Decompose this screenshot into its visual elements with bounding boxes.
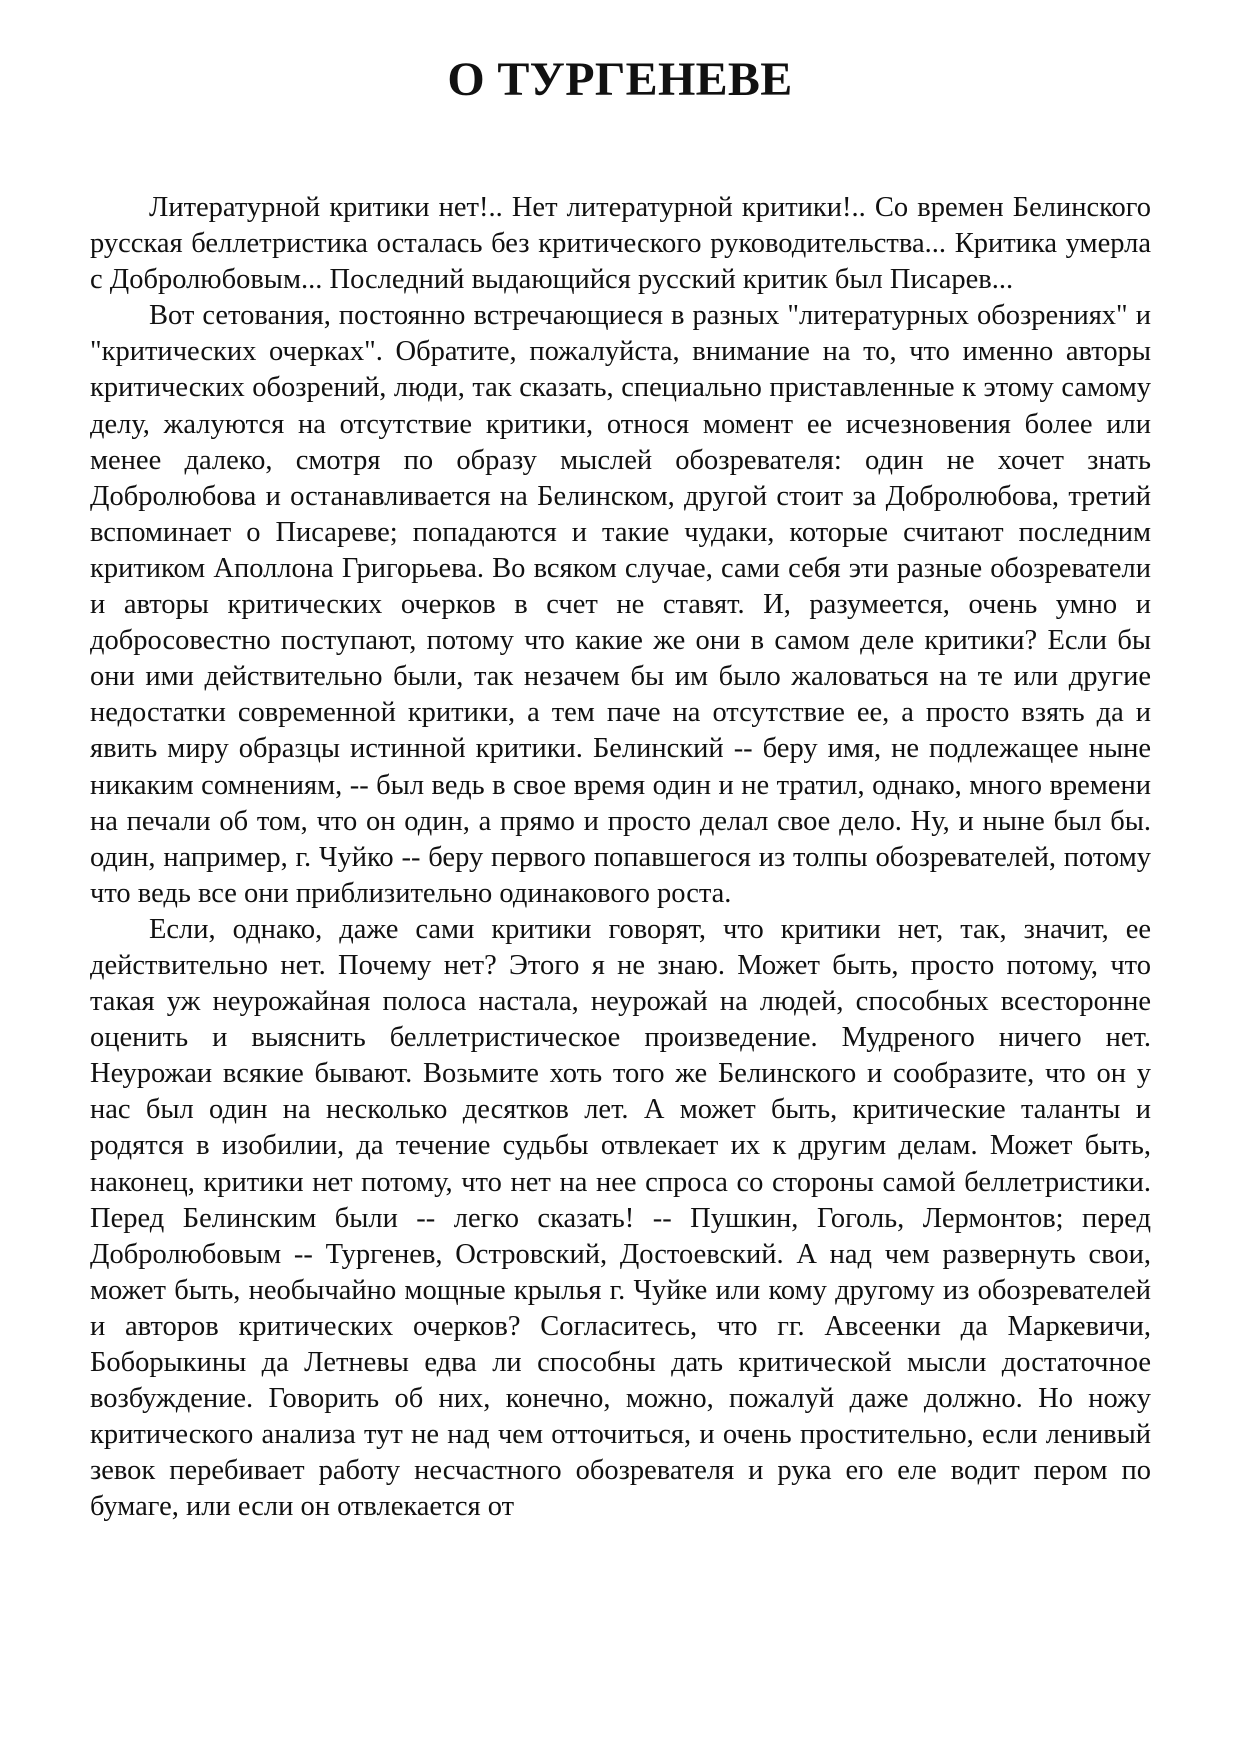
article-body xyxy=(90,190,1151,1730)
page-title: О ТУРГЕНЕВЕ xyxy=(447,53,793,106)
paragraph-2: Вот сетования, постоянно встречающиеся в разных "литературных обозрениях" и "критических очерках". Обратите, пожалуйста, внимание на то, что именно авторы критических обозрений, люди, так сказать, специально приставленные к этому самому делу, жалуются на отсутствие критики, относя момент ее исчезновения более или менее далеко, смотря по образу мыслей обозревателя: один не хочет знать Добролюбова и останавливается на Белинском, другой стоит за Добролюбова, третий вспоминает о Писареве; попадаются и такие чудаки, которые считают последним критиком Аполлона Григорьева. Во всяком случае, сами себя эти разные обозреватели и авторы критических очерков в счет не ставят. И, разумеется, очень умно и добросовестно поступают, потому что какие же они в самом деле критики? Если бы они ими действительно были, так незачем бы им было жаловаться на те или другие недостатки современной критики, а тем паче на отсутствие ее, а просто взять да и явить миру образцы истинной критики. Белинский -- беру имя, не подлежащее ныне никаким сомнениям, -- был ведь в свое время один и не тратил, однако, много времени на печали об том, что он один, а прямо и просто делал свое дело. Ну, и ныне был бы. один, например, г. Чуйко -- беру первого попавшегося из толпы обозревателей, потому что ведь все они приблизительно одинакового роста. xyxy=(90,300,1151,909)
paragraph-3: Если, однако, даже сами критики говорят, что критики нет, так, значит, ее действительно нет. Почему нет? Этого я не знаю. Может быть, просто потому, что такая уж неурожайная полоса настала, неурожай на людей, способных всесторонне оценить и выяснить беллетристическое произведение. Мудреного ничего нет. Неурожаи всякие бывают. Возьмите хоть того же Белинского и сообразите, что он у нас был один на несколько десятков лет. А может быть, критические таланты и родятся в изобилии, да течение судьбы отвлекает их к другим делам. Может быть, наконец, критики нет потому, что нет на нее спроса со стороны самой беллетристики. Перед Белинским были -- легко сказать! -- Пушкин, Гоголь, Лермонтов; перед Добролюбовым -- Тургенев, Островский, Достоевский. А над чем развернуть свои, может быть, необычайно мощные крылья г. Чуйке или кому другому из обозревателей и авторов критических очерков? Согласитесь, что гг. Авсеенки да Маркевичи, Боборыкины да Летневы едва ли способны дать критической мысли достаточное возбуждение. Говорить об них, конечно, можно, пожалуй даже должно. Но ножу критического анализа тут не над чем отточиться, и очень простительно, если ленивый зевок перебивает работу несчастного обозревателя и рука его еле водит пером по бумаге, или если он отвлекается от xyxy=(90,913,1151,1523)
paragraph-1: Литературной критики нет!.. Нет литературной критики!.. Со времен Белинского русская беллетристика осталась без критического руководительства... Критика умерла с Добролюбовым... Последний выдающийся русский критик был Писарев... xyxy=(90,192,1151,296)
